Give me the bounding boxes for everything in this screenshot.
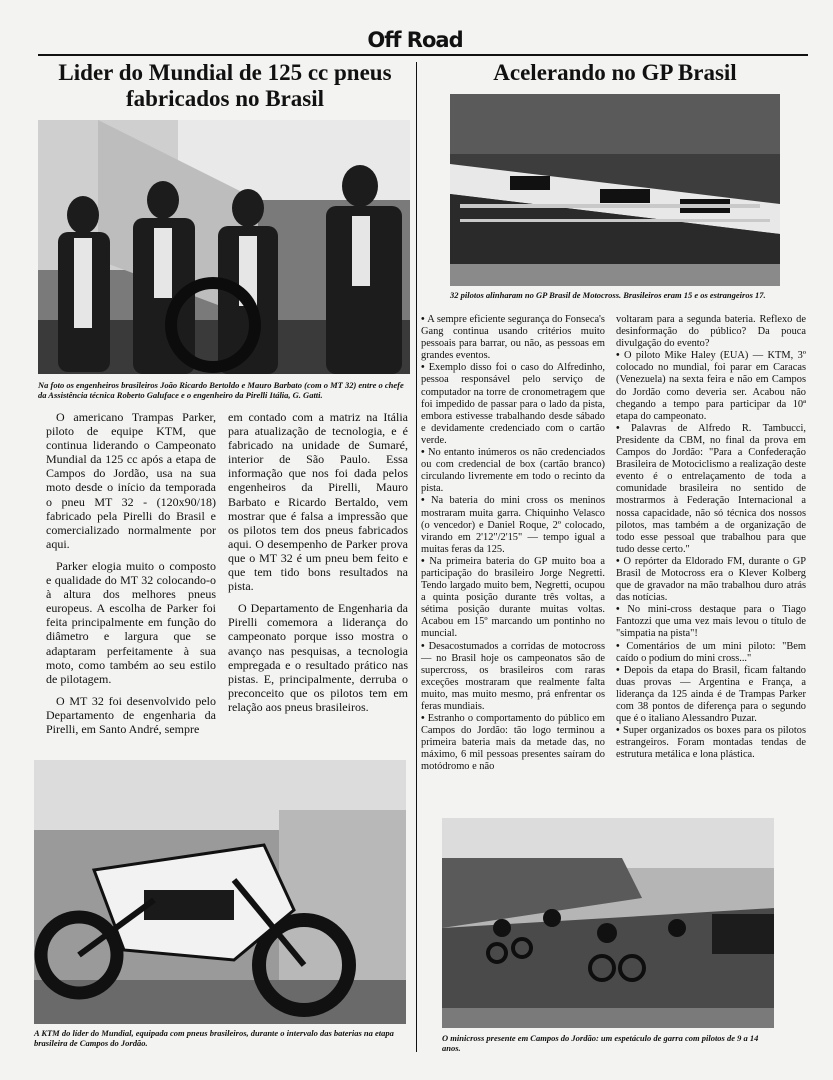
left-article-col1 <box>46 410 216 744</box>
right-headline: Acelerando no GP Brasil <box>493 60 737 85</box>
left-headline: Lider do Mundial de 125 cc pneus fabricados no Brasil <box>58 60 392 111</box>
paragraph: O Departamento de Engenharia da Pirelli comemora a liderança do campeonato porque isso mostra o avanço nas pesquisas, a tecnologia empregada e o resultado prático nas pistas. E, principalmente, derruba o preconceito que os pilotos tem em relação aos pneus brasileiros. <box>228 601 408 714</box>
minicross-photo-caption: O minicross presente em Campos do Jordão: um espetáculo de garra com pilotos de 9 a 14 anos. <box>442 1033 759 1053</box>
news-item: • Desacostumados a corridas de motocross — no Brasil hoje os campeonatos são de supercross, os brasileiros com raras exceções mostraram que realmente falta muito, mas muito mesmo, prá enfrentar os feras mundiais. <box>421 641 605 714</box>
news-item: • O repórter da Eldorado FM, durante o GP Brasil de Motocross era o Klever Kolberg que de gravador na mão trabalhou duro atrás das notícias. <box>616 556 806 604</box>
news-item: • Exemplo disso foi o caso do Alfredinho, pessoa responsável pelo serviço de computador na torre de cronometragem que foi impedido de passar para o lado da pista, embora estivesse trabalhando desde sábado e devidamente credenciado com o cartão verde. <box>421 362 605 447</box>
paragraph: O MT 32 foi desenvolvido pelo Departamento de engenharia da Pirelli, em Santo André, sempre <box>46 693 216 736</box>
masthead-logo: Off Road <box>367 28 463 52</box>
news-item: • Comentários de um mini piloto: "Bem caído o podium do mini cross..." <box>616 641 806 665</box>
news-item: • A sempre eficiente segurança do Fonseca's Gang continua usando critérios muito pessoais para barrar, ou não, as pessoas em grandes eventos. <box>421 314 605 362</box>
news-item: • Estranho o comportamento do público em Campos do Jordão: tão logo terminou a primeira bateria mais da metade das, no máximo, 6 mil pessoas presentes saíram do motódromo e não <box>421 713 605 773</box>
paragraph: O americano Trampas Parker, piloto de equipe KTM, que continua liderando o Campeonato Mundial da 125 cc após a etapa de Campos do Jordão, usa na sua moto desde o início da temporada o pneu MT 32 - (120x90/18) fabricado pela Pirelli do Brasil e comercializado normalmente por aqui. <box>46 410 216 551</box>
news-item: • Na primeira bateria do GP muito boa a participação do brasileiro Jorge Negretti. Tendo largado muito bem, Negretti, ocupou a quinta posição durante três voltas, a sétima posição durante muitas voltas. Acabou em 15º marcando um pontinho no muncial. <box>421 556 605 641</box>
ktm-bike-photo-caption: A KTM do líder do Mundial, equipada com pneus brasileiros, durante o intervalo das baterias na etapa brasileira de Campos do Jordão. <box>34 1028 394 1048</box>
news-item: • No mini-cross destaque para o Tiago Fantozzi que uma vez mais levou o título de "simpatia na pista"! <box>616 604 806 640</box>
minicross-photo <box>442 818 774 1028</box>
news-item-continued: voltaram para a segunda bateria. Reflexo de desinformação do público? Da pouca divulgação do evento? <box>616 314 806 350</box>
paragraph: em contado com a matriz na Itália para atualização de tecnologia, e é fabricado na unidade de Sumaré, interior de São Paulo. Essa informação que nos foi dada pelos engenheiros da Pirelli, Mauro Barbato e Ricardo Bertaldo, vem mostrar que é falsa a impressão que os pilotos tem dos pneus fabricados aqui. O desempenho de Parker prova que o MT 32 é um pneu bem feito e que tem tido bons resultados na pista. <box>228 410 408 594</box>
column-divider <box>416 62 417 1052</box>
gp-start-photo <box>450 94 780 286</box>
news-item: • Palavras de Alfredo R. Tambucci, Presidente da CBM, no final da prova em Campos do Jordão: "Para a Confederação Brasileira de Motociclismo a realização deste evento é o entrelaçamento de toda a comunidade brasileira no sentido de mostrarmos à Federação Internacional a nossa capacidade, não só técnica dos nossos pilotos, mas também a de organização de todo esse pessoal que trabalhou para que tudo desse certo." <box>616 423 806 556</box>
right-article-col2 <box>616 314 806 761</box>
left-article-col2 <box>228 410 408 722</box>
gp-start-photo-caption: 32 pilotos alinharam no GP Brasil de Motocross. Brasileiros eram 15 e os estrangeiros 17. <box>450 290 766 300</box>
engineers-photo <box>38 120 410 374</box>
news-item: • Super organizados os boxes para os pilotos estrangeiros. Foram montadas tendas de estrutura metálica e lona plástica. <box>616 725 806 761</box>
top-rule <box>38 54 808 56</box>
paragraph: Parker elogia muito o composto e qualidade do MT 32 colocando-o à altura dos melhores pneus europeus. A escolha de Parker foi feita principalmente em função do diâmetro e largura que se adaptaram perfeitamente à sua moto, como também ao seu estilo de pilotagem. <box>46 558 216 686</box>
news-item: • No entanto inúmeros os não credenciados ou com credencial de box (cartão branco) circulando livremente em todo o recinto da pista. <box>421 447 605 495</box>
right-article-col1 <box>421 314 605 774</box>
engineers-photo-caption: Na foto os engenheiros brasileiros João Ricardo Bertoldo e Mauro Barbato (com o MT 32) entre o chefe da Assistência técnica Roberto Galuface e o engenheiro da Pirelli Itália, G. Gatti. <box>38 380 404 400</box>
ktm-bike-photo <box>34 760 406 1024</box>
news-item: • Na bateria do mini cross os meninos mostraram muita garra. Chiquinho Velasco (o vencedor) e Daniel Roque, 2º colocado, virando em 2'12"/2'15" — tempo igual a muitas feras da 125. <box>421 495 605 555</box>
news-item: • O piloto Mike Haley (EUA) — KTM, 3º colocado no mundial, foi parar em Caracas (Venezuela) na sexta feira e não em Campos do Jordão como deveria ser. Acabou não chegando a tempo para participar da 10ª etapa do campeonato. <box>616 350 806 423</box>
news-item: • Depois da etapa do Brasil, ficam faltando duas provas — Argentina e França, a liderança da 125 ainda é de Trampas Parker com 38 pontos de diferença para o segundo que é o italiano Alessandro Puzar. <box>616 665 806 725</box>
